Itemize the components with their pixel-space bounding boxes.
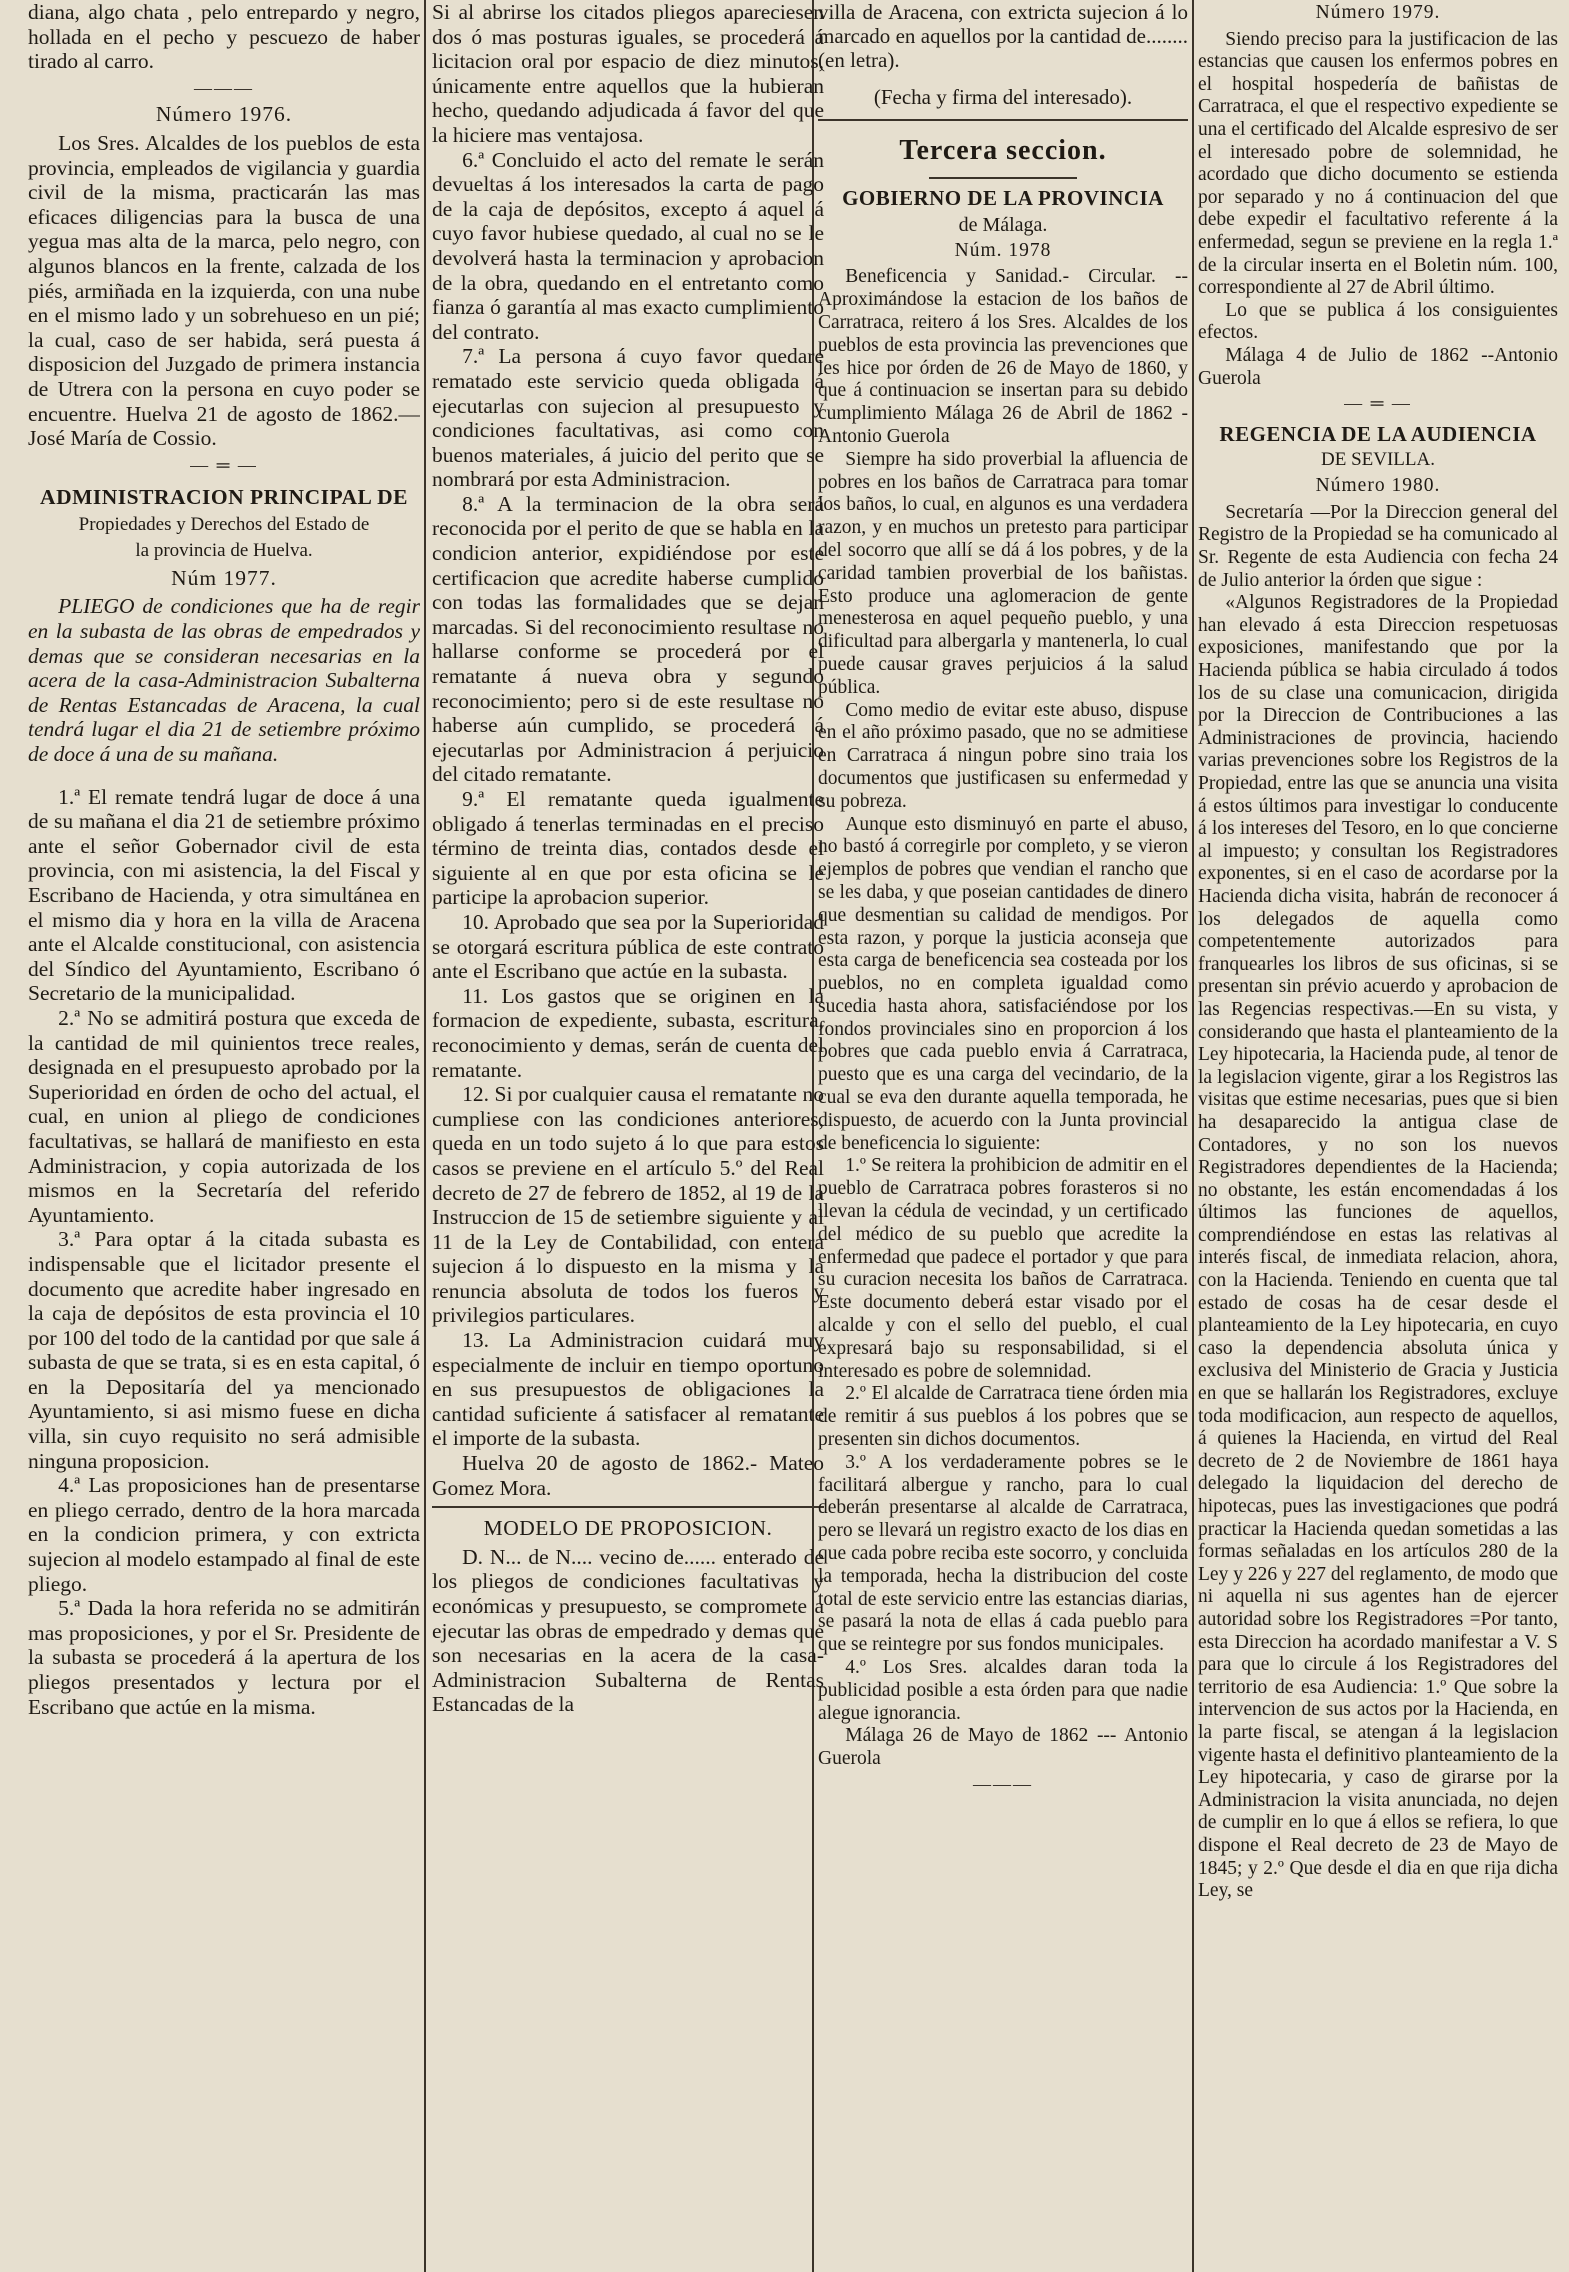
condition-13: 13. La Administracion cuidará muy especialmente de incluir en tiempo oportuno en sus presupuestos de obligaciones la cantidad suficiente á satisfacer al rematante el importe de la subasta. — [432, 1328, 824, 1451]
condition-4: 4.ª Las proposiciones han de presentarse en pliego cerrado, dentro de la hora marcada en la condicion primera, y con extricta sujecion al modelo estampado al final de este pliego. — [28, 1473, 420, 1596]
section-subheading: de Málaga. — [958, 213, 1048, 236]
paragraph: Lo que se publica á los consiguientes efectos. — [1198, 299, 1558, 344]
condition-11: 11. Los gastos que se originen en la formacion de expediente, subasta, escritura, reconocimiento y demas, serán de cuenta del rematante. — [432, 983, 824, 1082]
condition-7: 7.ª La persona á cuyo favor quedare rematado este servicio queda obligada á ejecutarlas con sujecion al presupuesto y condiciones facultativas, asi como con buenos materiales, á juicio del perito que se nombrará por esta Administracion. — [432, 344, 824, 492]
paragraph: villa de Aracena, con extricta sujecion á lo marcado en aquellos por la cantidad de........ (en letra). — [818, 0, 1188, 72]
circular-intro: Beneficencia y Sanidad.- Circular. --Aproximándose la estacion de los baños de Carratraca, reitero á los Sres. Alcaldes de los pueblos de esta provincia las prevenciones que les hice por órden de 26 de Mayo de 1860, y que á continuacion se insertan para su debido cumplimiento Málaga 26 de Abril de 1862 -Antonio Guerola — [818, 266, 1188, 447]
condition-6: 6.ª Concluido el acto del remate le serán devueltas á los interesados la carta de pago de la caja de depósitos, excepto á aquel á cuyo favor hubiese quedado, al cual no se le devolverá hasta la terminacion y aprobacion de la obra, quedando en el entretanto como fianza ó garantía al mas exacto cumplimiento del contrato. — [432, 147, 824, 344]
notice-text: Los Sres. Alcaldes de los pueblos de esta provincia, empleados de vigilancia y guardia civil de la misma, practicarán las mas eficaces diligencias para la busca de una yegua mas alta de la marca, pelo negro, con algunos blancos en la frente, calzada de los piés, armiñada en la izquierda, con una nube en el mismo lado y un sobrehueso en un pié; la cual, caso de ser habida, será puesta á disposicion del Juzgado de primera instancia de Utrera con la persona en cuyo poder se encuentre. Huelva 21 de agosto de 1862.—José María de Cossio. — [28, 130, 420, 451]
section-heading: MODELO DE PROPOSICION. — [483, 1516, 773, 1541]
condition-1: 1.ª El remate tendrá lugar de doce á una de su mañana el dia 21 de setiembre próximo ante el señor Gobernador civil de esta provincia, con mi asistencia, la del Fiscal y Escribano de Hacienda, y otra simultánea en el mismo dia y hora en la villa de Aracena ante el Alcalde constitucional, con asistencia del Síndico del Ayuntamiento, Escribano ó Secretario de la municipalidad. — [28, 784, 420, 1006]
divider — [432, 1506, 824, 1508]
column-2 — [432, 0, 824, 2272]
section-subheading: Propiedades y Derechos del Estado de — [78, 513, 370, 535]
section-title: Tercera seccion. — [899, 134, 1107, 166]
divider — [929, 177, 1077, 179]
section-heading: ADMINISTRACION PRINCIPAL DE — [40, 485, 408, 510]
notice-number: Núm 1977. — [171, 565, 277, 590]
signature: Málaga 26 de Mayo de 1862 --- Antonio Guerola — [818, 1725, 1188, 1770]
rule-2: 2.º El alcalde de Carratraca tiene órden mia de remitir á sus pueblos á los pobres que se presenten sin dichos documentos. — [818, 1383, 1188, 1451]
notice-number: Número 1980. — [1315, 475, 1441, 497]
column-rule — [424, 0, 426, 2272]
notice-number: Número 1979. — [1315, 2, 1441, 23]
condition-12: 12. Si por cualquier causa el rematante no cumpliese con las condiciones anteriores, queda en un todo sujeto á lo que para estos casos se previene en el artículo 5.º del Real decreto de 27 de febrero de 1852, al 19 de la Instruccion de 15 de setiembre siguiente y al 11 de la Ley de Contabilidad, con entera sujecion á lo dispuesto en la misma y la renuncia absoluta de todos los fueros y privilegios particulares. — [432, 1082, 824, 1328]
paragraph: «Algunos Registradores de la Propiedad han elevado á esta Direccion respetuosas exposiciones, manifestando que por la Hacienda pública se habia circulado á todos los de su clase una comunicacion, dirigida por la Direccion de Contribuciones a las Administraciones de provincia, haciendo varias prevenciones sobre los Registros de la Propiedad, entre las que se anuncia una visita á estos últimos para investigar lo conducente á los intereses del Tesoro, en lo que concierne al impuesto; y consultan los Registradores exponentes, si en el caso de acordarse por la Hacienda dicha visita, habrán de reconocer á los delegados de aquella como competentemente autorizados para franquearles los libros de sus oficinas, si se presentan sin prévio acuerdo y aprobacion de las Regencias respectivas.—En su vista, y considerando que hasta el planteamiento de la Ley hipotecaria, la Hacienda pude, al tenor de la legislacion vigente, girar a los Registros las visitas que estime necesarias, pues que si bien ha desaparecido la antigua clase de Contadores, y no son los nuevos Registradores dependientes de la Hacienda; no obstante, les están encomendadas á los últimos las funciones de aquellos, comprendiéndose en estas las relativas al interés fiscal, de inmediata relacion, ahora, con la Hacienda. Teniendo en cuenta que tal estado de cosas ha de cesar desde el planteamiento de la Ley hipotecaria, en cuyo caso la dependencia absoluta única y exclusiva del Ministerio de Gracia y Justicia en que se hallarán los Registradores, excluye toda modificacion, aun respecto de aquellos, á quienes la Hacienda, en virtud del Real decreto de 2 de Noviembre de 1861 haya delegado la liquidacion del derecho de hipotecas, pues las investigaciones que podrá practicar la Hacienda quedan sometidas a las formas señaladas en los artículos 280 de la Ley y 226 y 227 del reglamento, de modo que ni aquella ni sus agentes han de ejercer autoridad sobre los Registradores =Por tanto, esta Direccion ha acordado manifestar a V. S para que lo circule á los Registradores del territorio de esa Audiencia: 1.º Que sobre la intervencion de sus actos por la Hacienda, en la parte fiscal, se atengan á la legislacion vigente hasta el definitivo planteamiento de la Ley hipotecaria, y caso de girarse por la Administracion la visita anunciada, no dejen de cumplir en lo que á ellos se refiera, lo que dispone el Real decreto de 23 de Mayo de 1845; y 2.º Que desde el dia en que rija dicha Ley, se — [1198, 592, 1558, 1902]
notice-text: Siendo preciso para la justificacion de las estancias que causen los enfermos pobres en el hospital hospedería de bañistas de Carratraca, el que el respectivo expediente se una el certificado del Alcalde espresivo de ser el interesado pobre de solemnidad, he acordado que dicho documento se estienda por separado y no á continuacion del que debe expedir el facultativo referente á la enfermedad, segun se previene en la regla 1.ª de la circular inserta en el Boletin núm. 100, correspondiente al 27 de Abril último. — [1198, 28, 1558, 299]
paragraph: Como medio de evitar este abuso, dispuse en el año próximo pasado, que no se admitiese en Carratraca á ningun pobre sino traia los documentos que justificasen su enfermedad y su pobreza. — [818, 699, 1188, 812]
condition-8: 8.ª A la terminacion de la obra será reconocida por el perito de que se habla en la condicion anterior, expidiéndose por este certificacion que acredite haberse cumplido con todas las formalidades que se dejan marcadas. Si del reconocimiento resultase no hallarse conforme se procederá por el rematante á nueva obra y segundo reconocimiento; pero si de este resultase no haberse aún cumplido, se procederá á ejecutarlas por Administracion á perjuicio del citado rematante. — [432, 491, 824, 787]
signature: Málaga 4 de Julio de 1862 --Antonio Guerola — [1198, 344, 1558, 389]
divider — [818, 119, 1188, 121]
separator: ——— — [194, 77, 254, 98]
rule-3: 3.º A los verdaderamente pobres se le facilitará albergue y rancho, para lo cual deberán presentarse al alcalde de Carratraca, pero se llevará un registro exacto de los dias en que cada pobre reciba este socorro, y concluida la temporada, hecha la distribucion del coste total de este servicio entre las estancias diarias, se pasará la nota de ellas á cada pueblo para que se reintegre por sus fondos municipales. — [818, 1451, 1188, 1656]
pliego-title: PLIEGO de condiciones que ha de regir en la subasta de las obras de empedrados y demas que se consideran necesarias en la acera de la casa-Administracion Subalterna de Rentas Estancadas de Aracena, la cual tendrá lugar el dia 21 de setiembre próximo de doce á una de su mañana. — [28, 594, 420, 767]
separator: ——— — [973, 1773, 1033, 1794]
condition-3: 3.ª Para optar á la citada subasta es indispensable que el licitador presente el documento que acredite haber ingresado en la caja de depósitos de esta provincia el 10 por 100 del todo de la cantidad por que sale á subasta de que se trata, si es en esta capital, ó en la Depositaría del ya mencionado Ayuntamiento, si asi mismo fuese en dicha villa, sin cuyo requisito no será admisible ninguna proposicion. — [28, 1227, 420, 1473]
column-4 — [1198, 0, 1558, 2272]
column-3 — [818, 0, 1188, 2272]
signature-note: (Fecha y firma del interesado). — [873, 85, 1133, 109]
condition-5: 5.ª Dada la hora referida no se admitirán mas proposiciones, y por el Sr. Presidente de la subasta se procederá á la apertura de los pliegos presentados y lectura por el Escribano que actúe en la misma. — [28, 1596, 420, 1719]
separator: — ═ — — [190, 454, 258, 475]
section-subheading: la provincia de Huelva. — [135, 539, 313, 561]
separator: — ═ — — [1344, 393, 1412, 414]
column-rule — [1192, 0, 1194, 2272]
paragraph: Aunque esto disminuyó en parte el abuso, no bastó á corregirle por completo, y se vieron ejemplos de pobres que vendian el rancho que se les daba, y que poseian cantidades de dinero que desmentian su calidad de mendigos. Por esta razon, y porque la justicia aconseja que esta carga de beneficencia sea costeada por los pueblos, no en completa igualdad como sucedia hasta ahora, satisfaciéndose por los fondos provinciales sino en proporcion á los pobres que cada pueblo envia á Carratraca, puesto que es una carga del vecindario, de la cual se eva den durante aquella temporada, he dispuesto, de acuerdo con la Junta provincial de beneficencia lo siguiente: — [818, 813, 1188, 1154]
rule-1: 1.º Se reitera la prohibicion de admitir en el pueblo de Carratraca pobres forasteros si no llevan la cédula de vecindad, y un certificado del médico de su pueblo que acredite la enfermedad que padece el portador y que para su curacion necesita los baños de Carratraca. Este documento deberá estar visado por el alcalde y con el sello del pueblo, el cual expresará bajo su responsabilidad, si el interesado es pobre de solemnidad. — [818, 1155, 1188, 1382]
section-heading: REGENCIA DE LA AUDIENCIA — [1219, 421, 1537, 446]
notice-number: Número 1976. — [155, 102, 293, 127]
signature: Huelva 20 de agosto de 1862.- Mateo Gomez Mora. — [432, 1451, 824, 1500]
condition-2: 2.ª No se admitirá postura que exceda de la cantidad de mil quinientos trece reales, designada en el presupuesto aprobado por la Superioridad en órden de ocho del actual, el cual, en union al pliego de condiciones facultativas, se hallará de manifiesto en esta Administracion, y copia autorizada de los mismos en la Secretaría del referido Ayuntamiento. — [28, 1005, 420, 1227]
paragraph: Si al abrirse los citados pliegos apareciesen dos ó mas posturas iguales, se procederá á licitacion oral por espacio de diez minutos, únicamente entre aquellos que la hubieran hecho, quedando adjudicada á favor del que la hiciere mas ventajosa. — [432, 0, 824, 147]
paragraph: Secretaría —Por la Direccion general del Registro de la Propiedad se ha comunicado al Sr. Regente de esta Audiencia con fecha 24 de Julio anterior la órden que sigue : — [1198, 501, 1558, 591]
model-proposal: D. N... de N.... vecino de...... enterado de los pliegos de condiciones facultativas y económicas y presupuesto, se compromete a ejecutar las obras de empedrado y demas que son necesarias en la acera de la casa-Administracion Subalterna de Rentas Estancadas de la — [432, 1544, 824, 1717]
condition-10: 10. Aprobado que sea por la Superioridad se otorgará escritura pública de este contrato ante el Escribano que actúe en la subasta. — [432, 909, 824, 984]
notice-number: Núm. 1978 — [954, 239, 1052, 261]
paragraph: Siempre ha sido proverbial la afluencia de pobres en los baños de Carratraca para tomar los baños, lo cual, en algunos es una verdadera razon, y en muchos un pretesto para participar del socorro que allí se dá á los pobres, y de la caridad tambien proverbial de los bañistas. Esto produce una aglomeracion de gente menesterosa en aquel pequeño pueblo, y una dificultad para albergarla y mantenerla, lo cual puede causar graves perjuicios á la salud pública. — [818, 448, 1188, 698]
rule-4: 4.º Los Sres. alcaldes daran toda la publicidad posible a esta órden para que nadie alegue ignorancia. — [818, 1657, 1188, 1724]
section-subheading: DE SEVILLA. — [1321, 449, 1435, 471]
column-1 — [28, 0, 420, 2272]
condition-9: 9.ª El rematante queda igualmente obligado á tenerlas terminadas en el preciso término de treinta dias, contados desde el siguiente al en que por esta oficina se le participe la aprobacion superior. — [432, 787, 824, 910]
paragraph: diana, algo chata , pelo entrepardo y negro, hollada en el pecho y pescuezo de haber tirado al carro. — [28, 0, 420, 74]
section-heading: GOBIERNO DE LA PROVINCIA — [842, 185, 1164, 210]
